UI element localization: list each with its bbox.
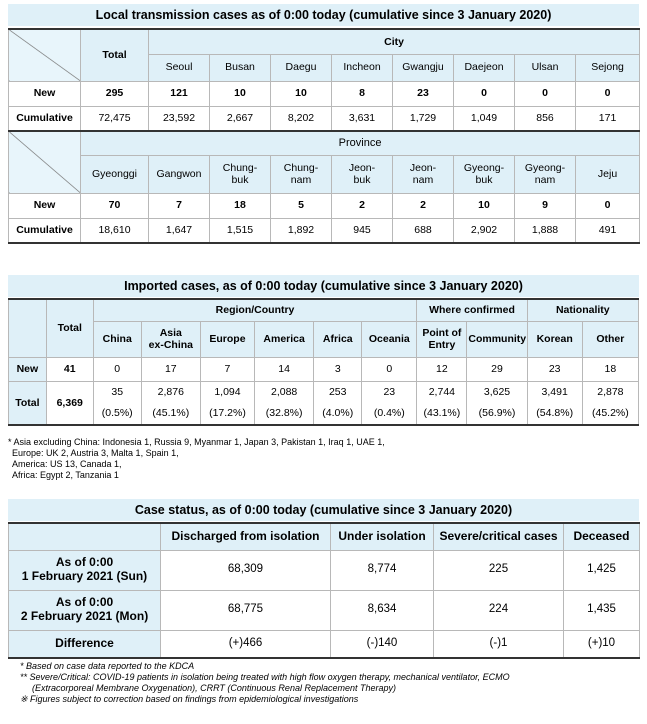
status-row-label-line2: 2 February 2021 (Mon) [20, 609, 149, 623]
imported-cases-table [8, 298, 639, 426]
cell: (54.8%) [527, 403, 582, 425]
cell: 7 [149, 193, 210, 218]
cell: 1,049 [454, 106, 515, 131]
status-row-label-line2: 1 February 2021 (Sun) [21, 569, 148, 583]
cell: 3,625 [467, 381, 527, 403]
cell: 17 [141, 357, 200, 381]
region-header: Region/Country [93, 299, 417, 321]
province-name: Jeon- buk [332, 155, 393, 193]
city-new-row [9, 81, 640, 106]
cell: 0 [515, 81, 576, 106]
row-label-new: New [9, 357, 47, 381]
province-name: Chung- buk [210, 155, 271, 193]
province-name: Jeon- nam [393, 155, 454, 193]
cell: 2 [393, 193, 454, 218]
cell: 10 [210, 81, 271, 106]
local-transmission-table [8, 28, 640, 244]
cell: 253 [314, 381, 362, 403]
imported-total-header: Total [46, 299, 93, 357]
cell: 3,631 [332, 106, 393, 131]
imported-total-total: 6,369 [46, 381, 93, 425]
cell: 2 [332, 193, 393, 218]
cell: 688 [393, 218, 454, 243]
province-header: Province [81, 131, 640, 155]
cell: 2,902 [454, 218, 515, 243]
region-name: Oceania [362, 321, 417, 357]
cell: 945 [332, 218, 393, 243]
cell: 1,425 [564, 550, 640, 590]
cell: (43.1%) [417, 403, 467, 425]
cell: 2,876 [141, 381, 200, 403]
city-name: Seoul [149, 54, 210, 81]
status-row [9, 590, 640, 630]
cell: 2,667 [210, 106, 271, 131]
imported-title: Imported cases, as of 0:00 today (cumulative since 3 January 2020) [8, 275, 639, 297]
city-name: Ulsan [515, 54, 576, 81]
imported-new-row [9, 357, 639, 381]
cell: 1,435 [564, 590, 640, 630]
status-header: Deceased [564, 523, 640, 550]
nationality-header: Nationality [527, 299, 638, 321]
footnote-line: America: US 13, Canada 1, [12, 459, 122, 469]
cell: 23 [362, 381, 417, 403]
where-name: Community [467, 321, 527, 357]
cell: 5 [271, 193, 332, 218]
imported-footnote [8, 437, 385, 481]
row-label-new: New [9, 81, 81, 106]
cell: (45.2%) [582, 403, 638, 425]
imported-new-total: 41 [46, 357, 93, 381]
cell: 225 [434, 550, 564, 590]
cell: 70 [81, 193, 149, 218]
cell: 14 [255, 357, 314, 381]
region-name: Europe [200, 321, 254, 357]
corner-cell [9, 523, 161, 550]
status-row-label-line1: As of 0:00 [55, 555, 114, 570]
city-name: Gwangju [393, 54, 454, 81]
cell: 856 [515, 106, 576, 131]
region-name: Asia ex-China [141, 321, 200, 357]
status-header: Under isolation [331, 523, 434, 550]
difference-label: Difference [9, 630, 161, 658]
imported-pct-row [9, 403, 639, 425]
footnote-line: * Asia excluding China: Indonesia 1, Russia 9, Myanmar 1, Japan 3, Pakistan 1, Iraq 1, UAE 1, [8, 437, 385, 447]
cell: 2,878 [582, 381, 638, 403]
cell: 8 [332, 81, 393, 106]
province-name: Gyeong- nam [515, 155, 576, 193]
row-label-new: New [9, 193, 81, 218]
cell: 68,775 [161, 590, 331, 630]
cell: 0 [576, 193, 640, 218]
cell: 1,892 [271, 218, 332, 243]
status-title: Case status, as of 0:00 today (cumulative since 3 January 2020) [8, 499, 639, 521]
city-cumulative-row [9, 106, 640, 131]
footnote-line: ** Severe/Critical: COVID-19 patients in isolation being treated with high flow oxygen therapy, mechanical ventilator, ECMO [20, 672, 510, 682]
province-name: Jeju [576, 155, 640, 193]
region-name: America [255, 321, 314, 357]
province-name: Chung- nam [271, 155, 332, 193]
corner-cell [9, 299, 47, 357]
cell: 224 [434, 590, 564, 630]
imported-subheader-row [9, 321, 639, 357]
cell: 9 [515, 193, 576, 218]
status-difference-row [9, 630, 640, 658]
cell: 0 [454, 81, 515, 106]
region-name: Africa [314, 321, 362, 357]
cell: 1,888 [515, 218, 576, 243]
row-label-total: Total [9, 381, 47, 425]
status-header: Discharged from isolation [161, 523, 331, 550]
case-status-table [8, 522, 640, 659]
cell: (17.2%) [200, 403, 254, 425]
cell: (-)1 [434, 630, 564, 658]
city-name: Sejong [576, 54, 640, 81]
status-row-label-line1: As of 0:00 [55, 595, 114, 610]
region-name: China [93, 321, 141, 357]
where-name: Point of Entry [417, 321, 467, 357]
nationality-name: Korean [527, 321, 582, 357]
cell: (+)466 [161, 630, 331, 658]
cell: (56.9%) [467, 403, 527, 425]
cell: 7 [200, 357, 254, 381]
cell: 18 [210, 193, 271, 218]
cell: 2,088 [255, 381, 314, 403]
footnote-line: Africa: Egypt 2, Tanzania 1 [12, 470, 119, 480]
footnote-line: * Based on case data reported to the KDCA [20, 661, 195, 671]
cell: 35 [93, 381, 141, 403]
footnote-line: (Extracorporeal Membrane Oxygenation), CRRT (Continuous Renal Replacement Therapy) [32, 683, 396, 693]
corner-diagonal [9, 29, 81, 81]
cell: 23 [527, 357, 582, 381]
row-label-cumulative: Cumulative [9, 218, 81, 243]
cell: 12 [417, 357, 467, 381]
cell: 18,610 [81, 218, 149, 243]
cell: 3,491 [527, 381, 582, 403]
status-row-label [9, 550, 161, 590]
status-header-row [9, 523, 640, 550]
footnote-line: Europe: UK 2, Austria 3, Malta 1, Spain 1, [12, 448, 179, 458]
province-name: Gyeong- buk [454, 155, 515, 193]
status-header: Severe/critical cases [434, 523, 564, 550]
cell: 1,094 [200, 381, 254, 403]
cell: 10 [454, 193, 515, 218]
province-cumulative-row [9, 218, 640, 243]
cell: 0 [93, 357, 141, 381]
city-name: Daejeon [454, 54, 515, 81]
corner-diagonal [9, 131, 81, 193]
cell: 23 [393, 81, 454, 106]
total-header: Total [81, 29, 149, 81]
total-new: 295 [81, 81, 149, 106]
city-header: City [149, 29, 640, 54]
cell: (+)10 [564, 630, 640, 658]
cell: (0.4%) [362, 403, 417, 425]
cell: (45.1%) [141, 403, 200, 425]
status-row [9, 550, 640, 590]
row-label-cumulative: Cumulative [9, 106, 81, 131]
footnote-line: ※ Figures subject to correction based on findings from epidemiological investigations [20, 694, 359, 704]
cell: 491 [576, 218, 640, 243]
nationality-name: Other [582, 321, 638, 357]
cell: 10 [271, 81, 332, 106]
province-name: Gangwon [149, 155, 210, 193]
cell: (0.5%) [93, 403, 141, 425]
cell: 8,634 [331, 590, 434, 630]
cell: (32.8%) [255, 403, 314, 425]
cell: 1,515 [210, 218, 271, 243]
total-cumulative: 72,475 [81, 106, 149, 131]
cell: 8,202 [271, 106, 332, 131]
province-name: Gyeonggi [81, 155, 149, 193]
cell: 68,309 [161, 550, 331, 590]
status-row-label [9, 590, 161, 630]
cell: (4.0%) [314, 403, 362, 425]
cell: 8,774 [331, 550, 434, 590]
city-name: Daegu [271, 54, 332, 81]
cell: 2,744 [417, 381, 467, 403]
cell: 3 [314, 357, 362, 381]
city-name: Busan [210, 54, 271, 81]
city-name: Incheon [332, 54, 393, 81]
cell: 1,647 [149, 218, 210, 243]
local-title: Local transmission cases as of 0:00 today (cumulative since 3 January 2020) [8, 4, 639, 26]
cell: 1,729 [393, 106, 454, 131]
cell: (-)140 [331, 630, 434, 658]
cell: 23,592 [149, 106, 210, 131]
where-confirmed-header: Where confirmed [417, 299, 527, 321]
cell: 18 [582, 357, 638, 381]
cell: 0 [362, 357, 417, 381]
status-footnote [8, 661, 510, 705]
province-names-row [9, 155, 640, 193]
cell: 121 [149, 81, 210, 106]
province-new-row [9, 193, 640, 218]
cell: 29 [467, 357, 527, 381]
cell: 171 [576, 106, 640, 131]
cell: 0 [576, 81, 640, 106]
